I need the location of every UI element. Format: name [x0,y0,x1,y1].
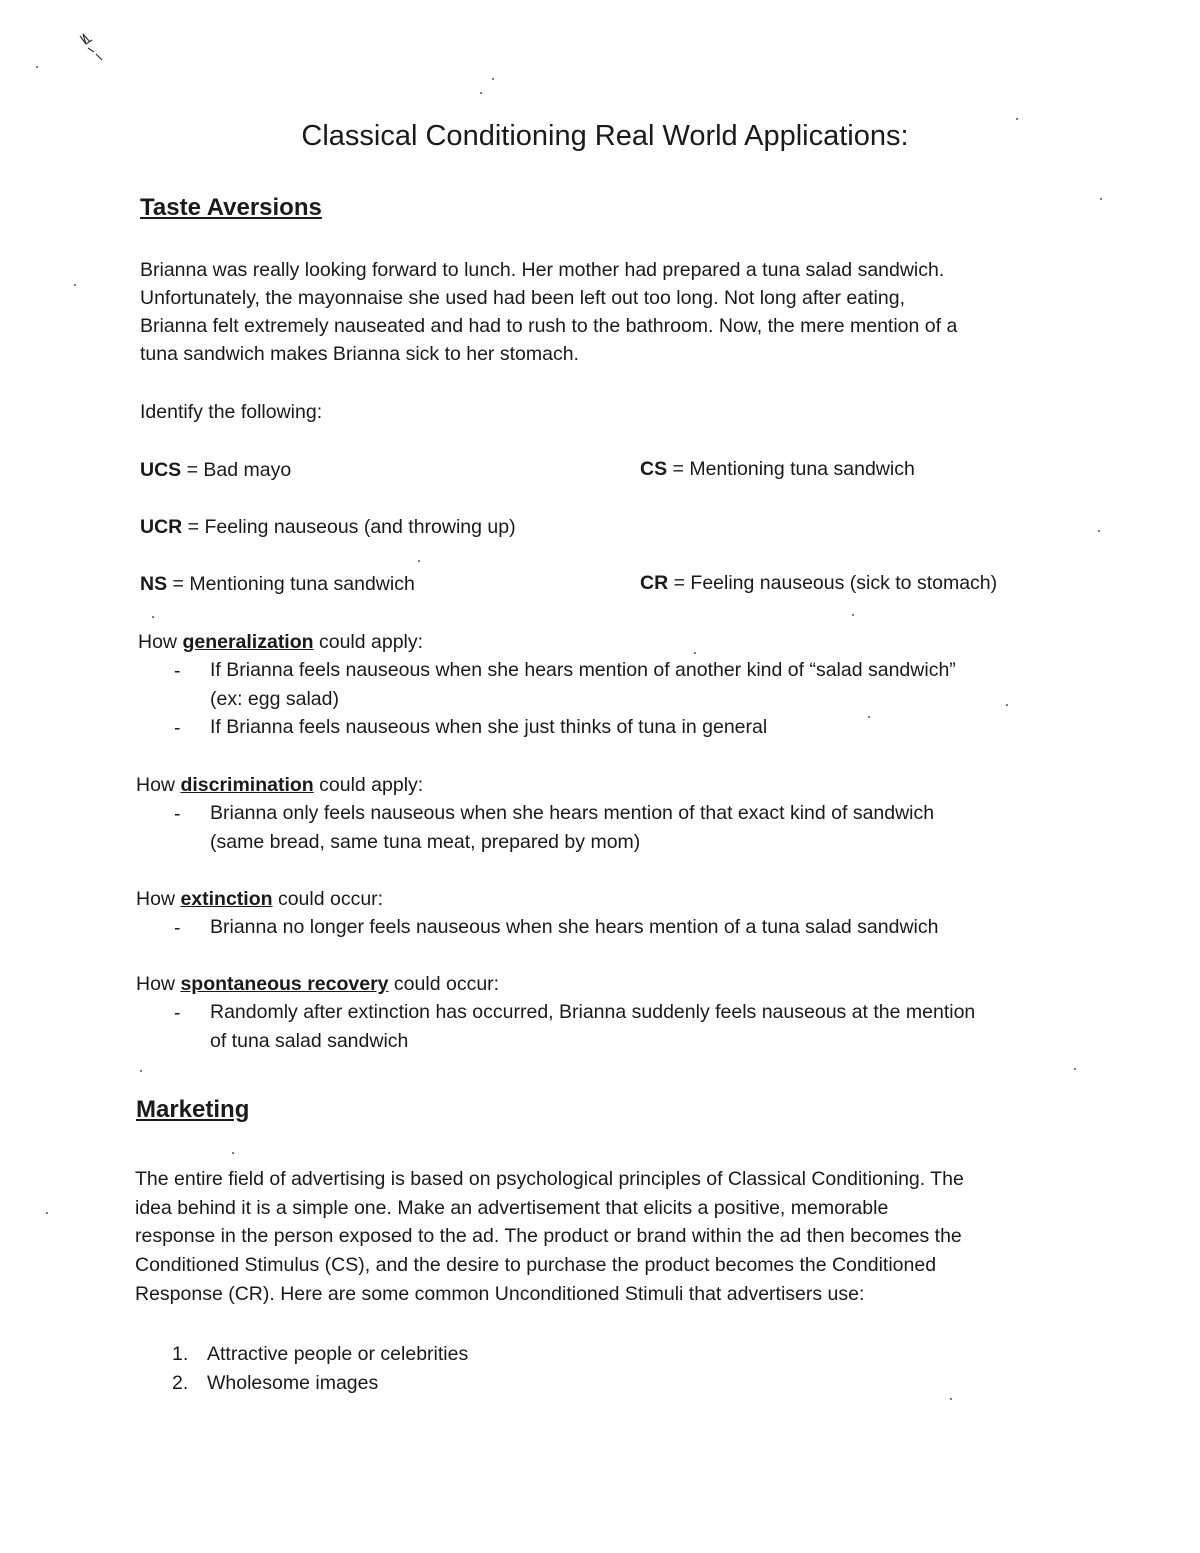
bullet-line: If Brianna feels nauseous when she just thinks of tuna in general [210,716,768,738]
term-value: Mentioning tuna sandwich [689,458,915,480]
marketing-line: The entire field of advertising is based on psychological principles of Classical Conditioning. The [135,1168,964,1190]
bullet-dash: - [174,803,181,825]
term-separator: = [167,573,190,595]
bullet-line: If Brianna feels nauseous when she hears mention of another kind of “salad sandwich” [210,659,956,681]
spontaneous-recovery-heading [136,970,499,998]
term-cs [640,455,915,483]
marketing-line: Conditioned Stimulus (CS), and the desire to purchase the product becomes the Conditioned [135,1254,937,1276]
story-line: Unfortunately, the mayonnaise she used had been left out too long. Not long after eating, [140,287,905,309]
term-separator: = [181,459,204,481]
concept-discrimination: discrimination [180,774,314,796]
term-value: Feeling nauseous (sick to stomach) [690,572,998,594]
scan-speck [1100,198,1102,200]
scan-speck [480,92,482,94]
term-label: UCS [140,459,182,481]
term-separator: = [667,458,690,480]
section-heading-taste-aversions: Taste Aversions [140,194,322,221]
heading-suffix: could occur: [272,888,384,910]
marketing-line: Response (CR). Here are some common Unconditioned Stimuli that advertisers use: [135,1283,865,1305]
scan-speck [492,78,494,80]
extinction-heading [136,885,383,913]
list-number: 2. [172,1372,189,1394]
term-cr [640,569,997,597]
heading-suffix: could apply: [313,774,424,796]
marketing-line: response in the person exposed to the ad. The product or brand within the ad then becomes the [135,1225,962,1247]
bullet-dash: - [174,717,181,739]
bullet-line: of tuna salad sandwich [210,1030,409,1052]
bullet-line: (same bread, same tuna meat, prepared by mom) [210,831,641,853]
story-line: Brianna was really looking forward to lunch. Her mother had prepared a tuna salad sandwich. [140,259,945,281]
term-ucr [140,513,516,541]
term-value: Mentioning tuna sandwich [189,573,415,595]
scan-speck [74,284,76,286]
scan-speck [1074,1068,1076,1070]
term-label: CR [640,572,669,594]
scan-speck [46,1212,48,1214]
bullet-dash: - [174,1002,181,1024]
identify-prompt: Identify the following: [140,401,323,423]
marketing-line: idea behind it is a simple one. Make an advertisement that elicits a positive, memorable [135,1197,889,1219]
bullet-line: Brianna only feels nauseous when she hears mention of that exact kind of sandwich [210,802,935,824]
concept-spontaneous-recovery: spontaneous recovery [180,973,389,995]
scan-speck [868,716,870,718]
scan-speck [1098,530,1100,532]
heading-suffix: could apply: [313,631,424,653]
discrimination-heading [136,771,423,799]
heading-prefix: How [138,631,183,653]
term-separator: = [668,572,691,594]
term-label: CS [640,458,668,480]
page-title: Classical Conditioning Real World Applications: [301,120,909,152]
term-label: NS [140,573,168,595]
scan-speck [140,1070,142,1072]
concept-extinction: extinction [180,888,273,910]
concept-generalization: generalization [182,631,314,653]
term-label: UCR [140,516,183,538]
term-value: Bad mayo [203,459,292,481]
scan-speck [950,1398,952,1400]
list-item: Wholesome images [207,1372,379,1394]
heading-prefix: How [136,774,181,796]
story-line: tuna sandwich makes Brianna sick to her stomach. [140,343,579,365]
term-ns [140,570,415,598]
list-number: 1. [172,1343,189,1365]
bullet-dash: - [174,660,181,682]
bullet-dash: - [174,917,181,939]
scan-speck [232,1152,234,1154]
scan-speck [418,560,420,562]
term-ucs [140,456,291,484]
generalization-heading [138,628,423,656]
bullet-line: Randomly after extinction has occurred, Brianna suddenly feels nauseous at the mention [210,1001,976,1023]
heading-prefix: How [136,973,181,995]
term-separator: = [182,516,205,538]
story-line: Brianna felt extremely nauseated and had to rush to the bathroom. Now, the mere mention of a [140,315,958,337]
section-heading-marketing: Marketing [136,1096,250,1123]
scan-speck [852,614,854,616]
scan-speck [1006,704,1008,706]
list-item: Attractive people or celebrities [207,1343,469,1365]
bullet-line: (ex: egg salad) [210,688,339,710]
heading-suffix: could occur: [388,973,500,995]
scan-speck [694,652,696,654]
scan-speck [36,66,38,68]
scan-speck [152,616,154,618]
heading-prefix: How [136,888,181,910]
bullet-line: Brianna no longer feels nauseous when she hears mention of a tuna salad sandwich [210,916,939,938]
pen-mark-scribble [74,30,108,70]
term-value: Feeling nauseous (and throwing up) [204,516,516,538]
